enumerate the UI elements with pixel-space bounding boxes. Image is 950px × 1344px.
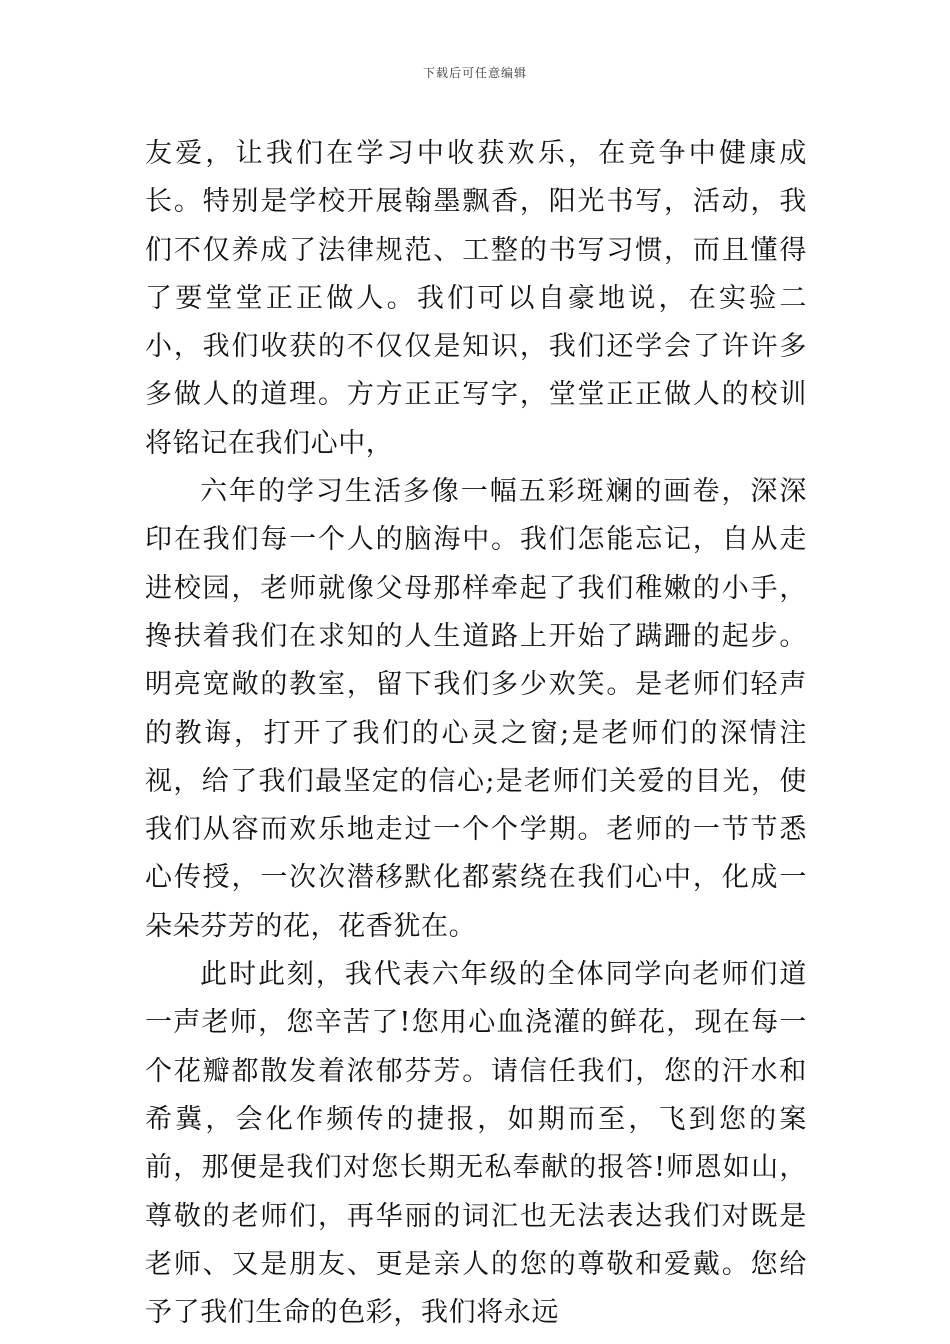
paragraph-2: 六年的学习生活多像一幅五彩斑斓的画卷，深深印在我们每一个人的脑海中。我们怎能忘记，自从走进校园，老师就像父母那样牵起了我们稚嫩的小手，搀扶着我们在求知的人生道路上开始了蹒跚的起步。明亮宽敞的教室，留下我们多少欢笑。是老师们轻声的教诲，打开了我们的心灵之窗;是老师们的深情注视，给了我们最坚定的信心;是老师们关爱的目光，使我们从容而欢乐地走过一个个学期。老师的一节节悉心传授，一次次潜移默化都萦绕在我们心中，化成一朵朵芬芳的花，花香犹在。 bbox=[145, 476, 807, 942]
document-body bbox=[145, 130, 807, 1337]
paragraph-1: 友爱，让我们在学习中收获欢乐，在竞争中健康成长。特别是学校开展翰墨飘香，阳光书写，活动，我们不仅养成了法律规范、工整的书写习惯，而且懂得了要堂堂正正做人。我们可以自豪地说，在实验二小，我们收获的不仅仅是知识，我们还学会了许许多多做人的道理。方方正正写字，堂堂正正做人的校训将铭记在我们心中， bbox=[145, 138, 807, 459]
paragraph-3: 此时此刻，我代表六年级的全体同学向老师们道一声老师，您辛苦了!您用心血浇灌的鲜花，现在每一个花瓣都散发着浓郁芬芳。请信任我们，您的汗水和希冀，会化作频传的捷报，如期而至，飞到您的案前，那便是我们对您长期无私奉献的报答!师恩如山，尊敬的老师们，再华丽的词汇也无法表达我们对既是老师、又是朋友、更是亲人的您的尊敬和爱戴。您给予了我们生命的色彩，我们将永远 bbox=[145, 959, 807, 1329]
page-header: 下载后可任意编辑 bbox=[422, 66, 527, 80]
